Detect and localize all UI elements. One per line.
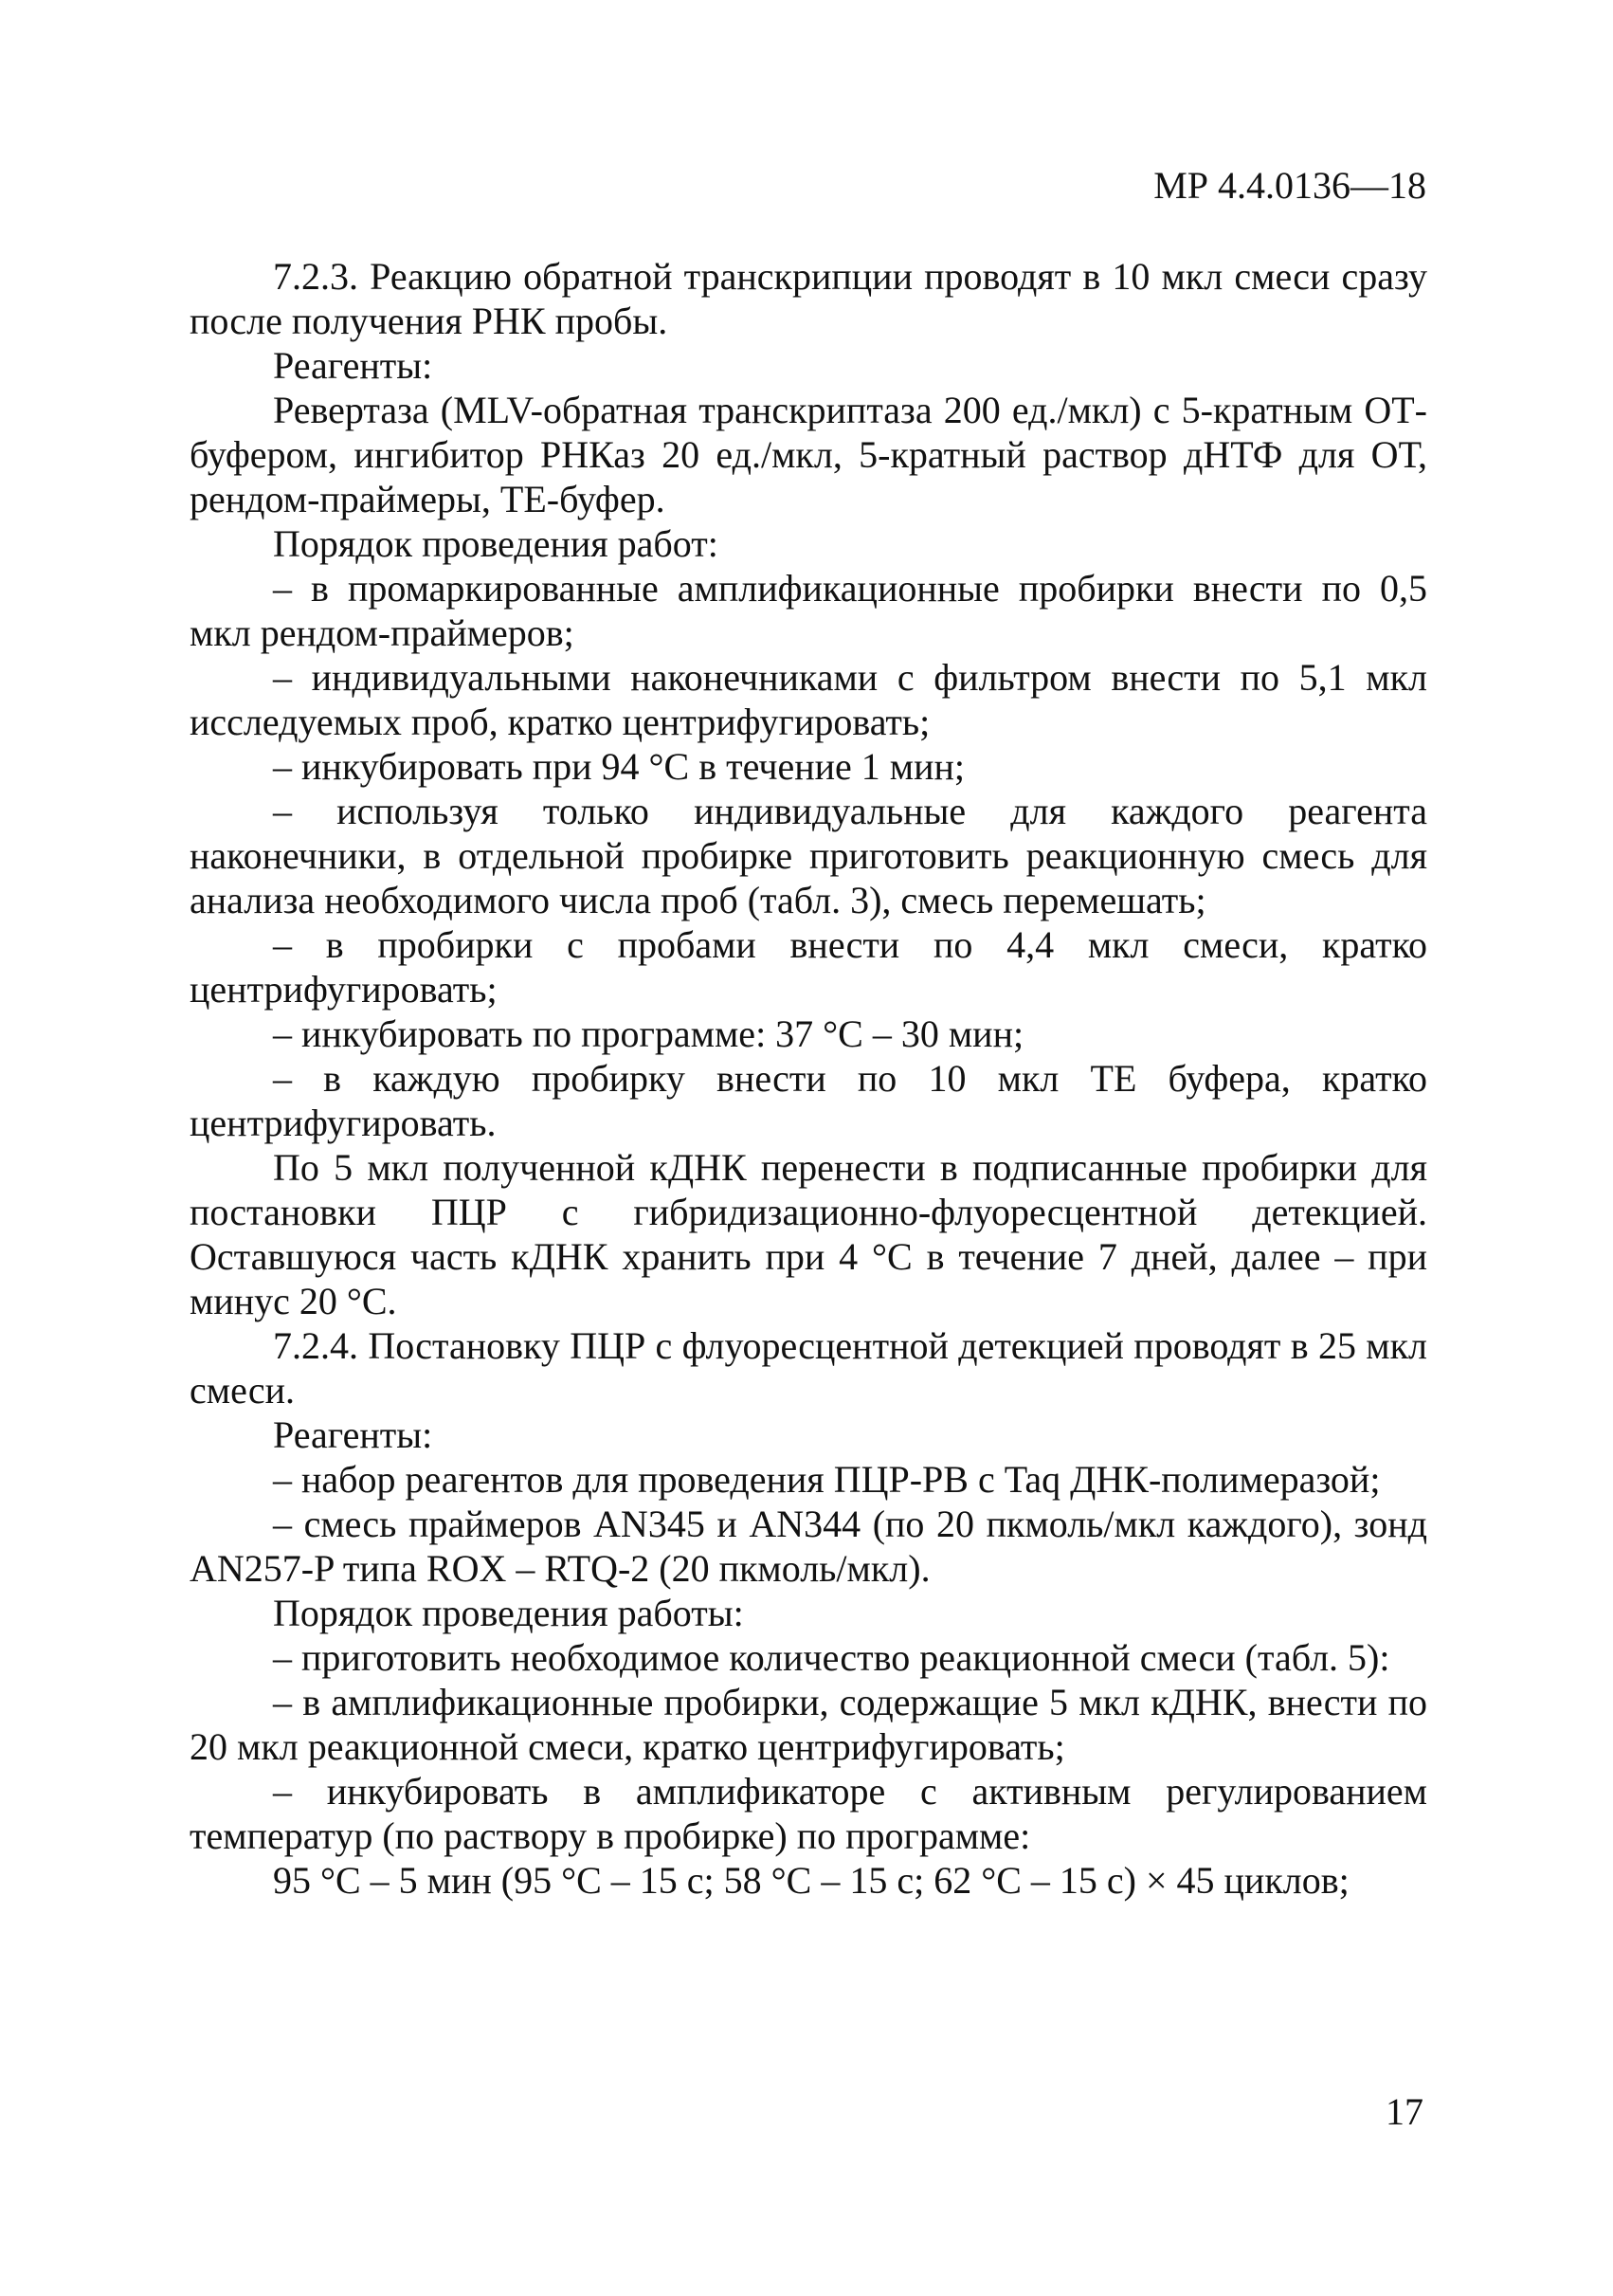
procedure-step: – используя только индивидуальные для каждого реагента наконечники, в отдельной пробирке приготовить реакционную смесь для анализа необходимого числа проб (табл. 3), смесь перемешать;: [190, 790, 1427, 921]
procedure-step: – приготовить необходимое количество реакционной смеси (табл. 5):: [273, 1636, 1390, 1679]
reagents-list: Ревертаза (MLV-обратная транскриптаза 200 ед./мкл) с 5-кратным ОТ-буфером, ингибитор РНКаз 20 ед./мкл, 5-кратный раствор дНТФ для ОТ, рендом-праймеры, ТЕ-буфер.: [190, 389, 1427, 520]
cdna-storage-paragraph: По 5 мкл полученной кДНК перенести в подписанные пробирки для постановки ПЦР с гибридизационно-флуоресцентной детекцией. Оставшуюся часть кДНК хранить при 4 °С в течение 7 дней, далее – при минус 20 °С.: [190, 1146, 1427, 1322]
reagents-heading: Реагенты:: [273, 1413, 433, 1456]
paragraph-7-2-4: 7.2.4. Постановку ПЦР с флуоресцентной детекцией проводят в 25 мкл смеси.: [190, 1324, 1427, 1412]
procedure-step: – в амплификационные пробирки, содержащие 5 мкл кДНК, внести по 20 мкл реакционной смеси, кратко центрифугировать;: [190, 1681, 1427, 1768]
procedure-step: – индивидуальными наконечниками с фильтром внести по 5,1 мкл исследуемых проб, кратко центрифугировать;: [190, 656, 1427, 743]
procedure-step: – в пробирки с пробами внести по 4,4 мкл смеси, кратко центрифугировать;: [190, 923, 1427, 1011]
procedure-step: – в каждую пробирку внести по 10 мкл ТЕ буфера, кратко центрифугировать.: [190, 1057, 1427, 1144]
document-body: [190, 254, 1427, 1903]
page-number: 17: [1386, 2090, 1423, 2133]
procedure-heading: Порядок проведения работ:: [273, 522, 718, 565]
reagents-heading: Реагенты:: [273, 344, 433, 387]
document-code: МР 4.4.0136—18: [1153, 164, 1426, 207]
reagent-item: – смесь праймеров AN345 и AN344 (по 20 пкмоль/мкл каждого), зонд AN257-P типа ROX – RTQ-2 (20 пкмоль/мкл).: [190, 1503, 1427, 1590]
procedure-step: – инкубировать при 94 °С в течение 1 мин;: [273, 745, 965, 788]
procedure-heading: Порядок проведения работы:: [273, 1592, 744, 1634]
procedure-step: – инкубировать по программе: 37 °С – 30 мин;: [273, 1012, 1024, 1055]
procedure-step: – инкубировать в амплификаторе с активным регулированием температур (по раствору в пробирке) по программе:: [190, 1770, 1427, 1857]
paragraph-7-2-3: 7.2.3. Реакцию обратной транскрипции проводят в 10 мкл смеси сразу после получения РНК пробы.: [190, 255, 1427, 342]
procedure-step: – в промаркированные амплификационные пробирки внести по 0,5 мкл рендом-праймеров;: [190, 567, 1427, 654]
pcr-program: 95 °С – 5 мин (95 °С – 15 с; 58 °С – 15 с; 62 °С – 15 с) × 45 циклов;: [273, 1859, 1350, 1902]
reagent-item: – набор реагентов для проведения ПЦР-РВ с Taq ДНК-полимеразой;: [273, 1458, 1381, 1501]
